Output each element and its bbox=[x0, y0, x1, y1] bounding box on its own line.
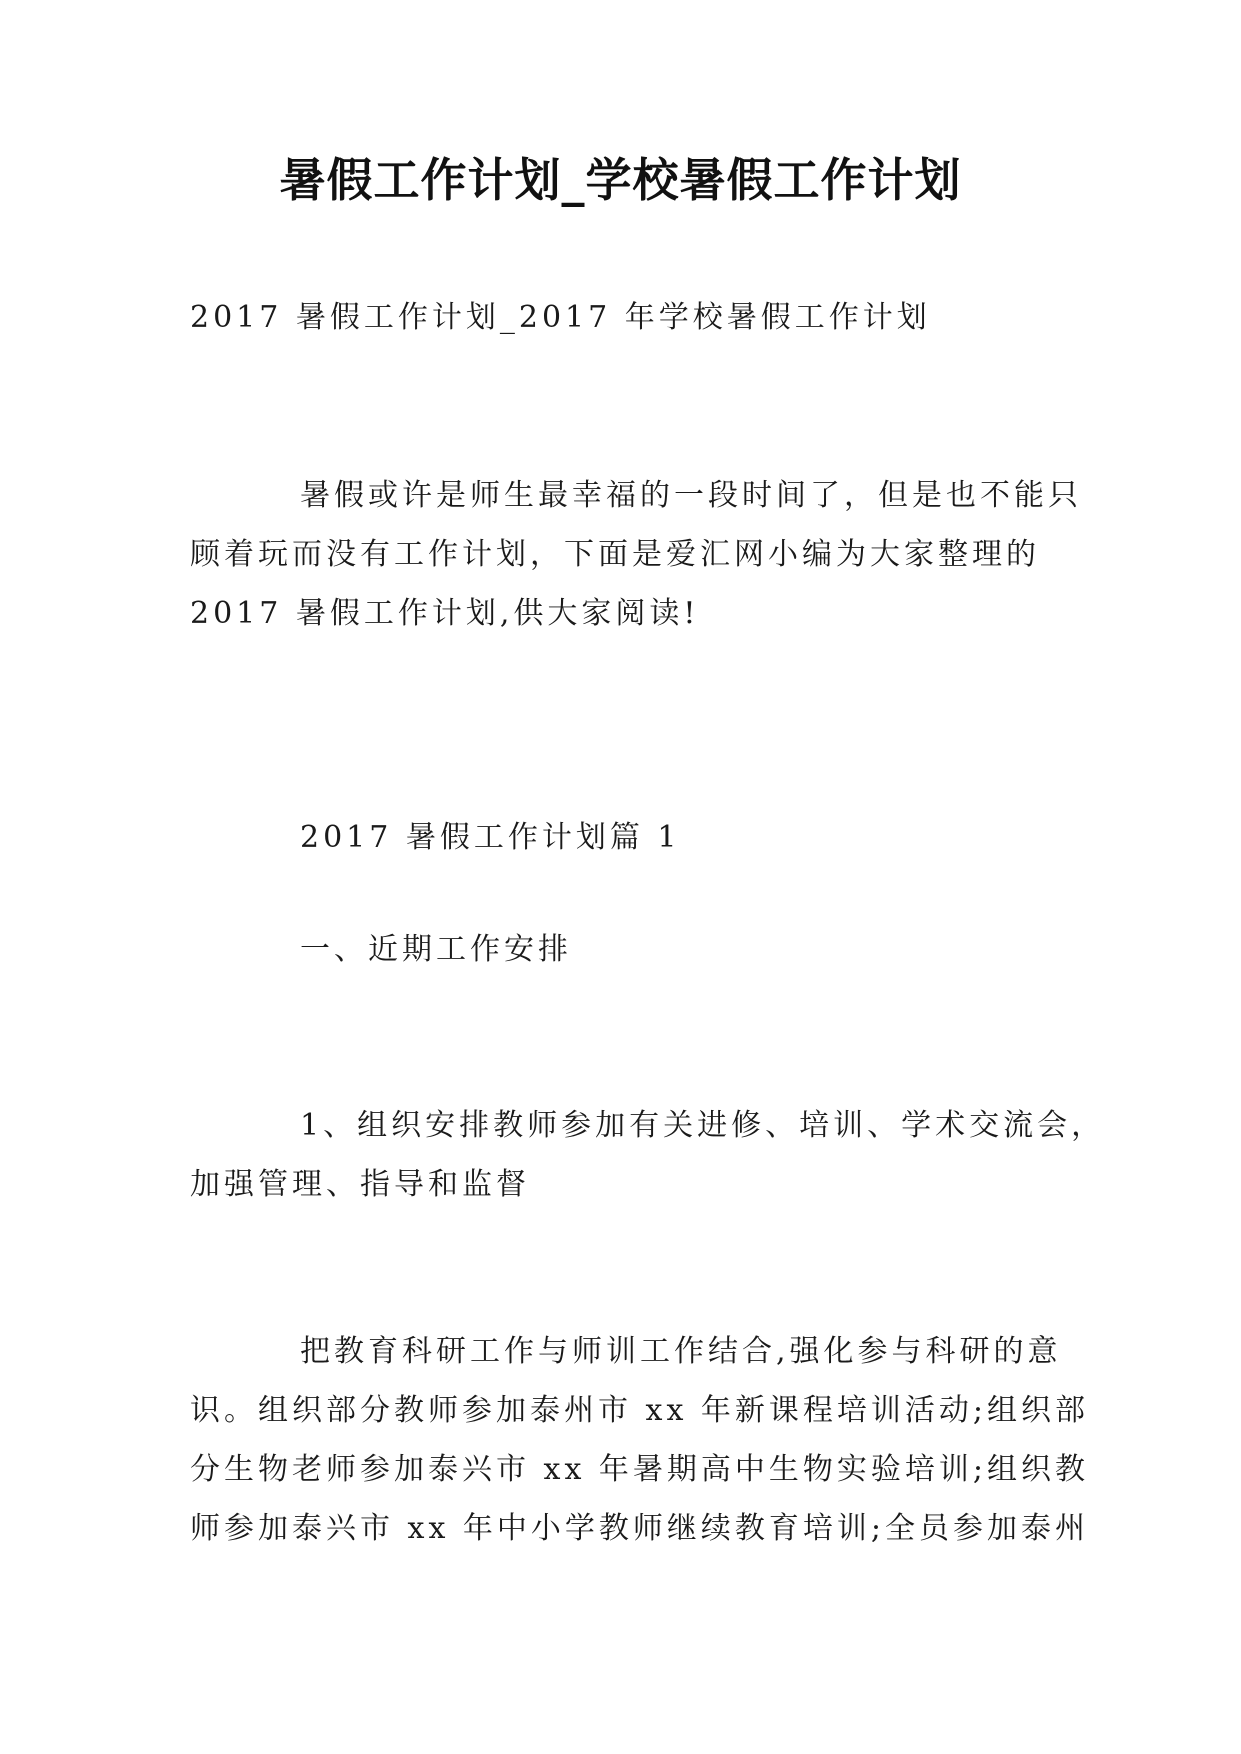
intro-paragraph bbox=[190, 466, 1082, 643]
document-subtitle: 2017 暑假工作计划_2017 年学校暑假工作计划 bbox=[190, 300, 931, 335]
item-1-paragraph bbox=[190, 1096, 1106, 1214]
paragraph-2-line-2: 识。组织部分教师参加泰州市 xx 年新课程培训活动;组织部 bbox=[190, 1393, 1090, 1428]
item-1-line-2: 加强管理、指导和监督 bbox=[190, 1167, 530, 1202]
paragraph-2-line-3: 分生物老师参加泰兴市 xx 年暑期高中生物实验培训;组织教 bbox=[190, 1452, 1090, 1487]
intro-line-1: 暑假或许是师生最幸福的一段时间了，但是也不能只 bbox=[300, 478, 1082, 513]
item-1-line-1: 1、组织安排教师参加有关进修、培训、学术交流会， bbox=[300, 1108, 1106, 1143]
section-heading: 2017 暑假工作计划篇 1 bbox=[300, 820, 681, 855]
intro-line-3: 2017 暑假工作计划,供大家阅读! bbox=[190, 596, 700, 631]
paragraph-2-line-1: 把教育科研工作与师训工作结合,强化参与科研的意 bbox=[300, 1334, 1062, 1369]
sub-heading: 一、近期工作安排 bbox=[300, 932, 572, 967]
paragraph-2-line-4: 师参加泰兴市 xx 年中小学教师继续教育培训;全员参加泰州 bbox=[190, 1511, 1090, 1546]
intro-line-2: 顾着玩而没有工作计划，下面是爱汇网小编为大家整理的 bbox=[190, 537, 1040, 572]
document-title: 暑假工作计划_学校暑假工作计划 bbox=[279, 153, 962, 207]
paragraph-2 bbox=[190, 1322, 1090, 1558]
